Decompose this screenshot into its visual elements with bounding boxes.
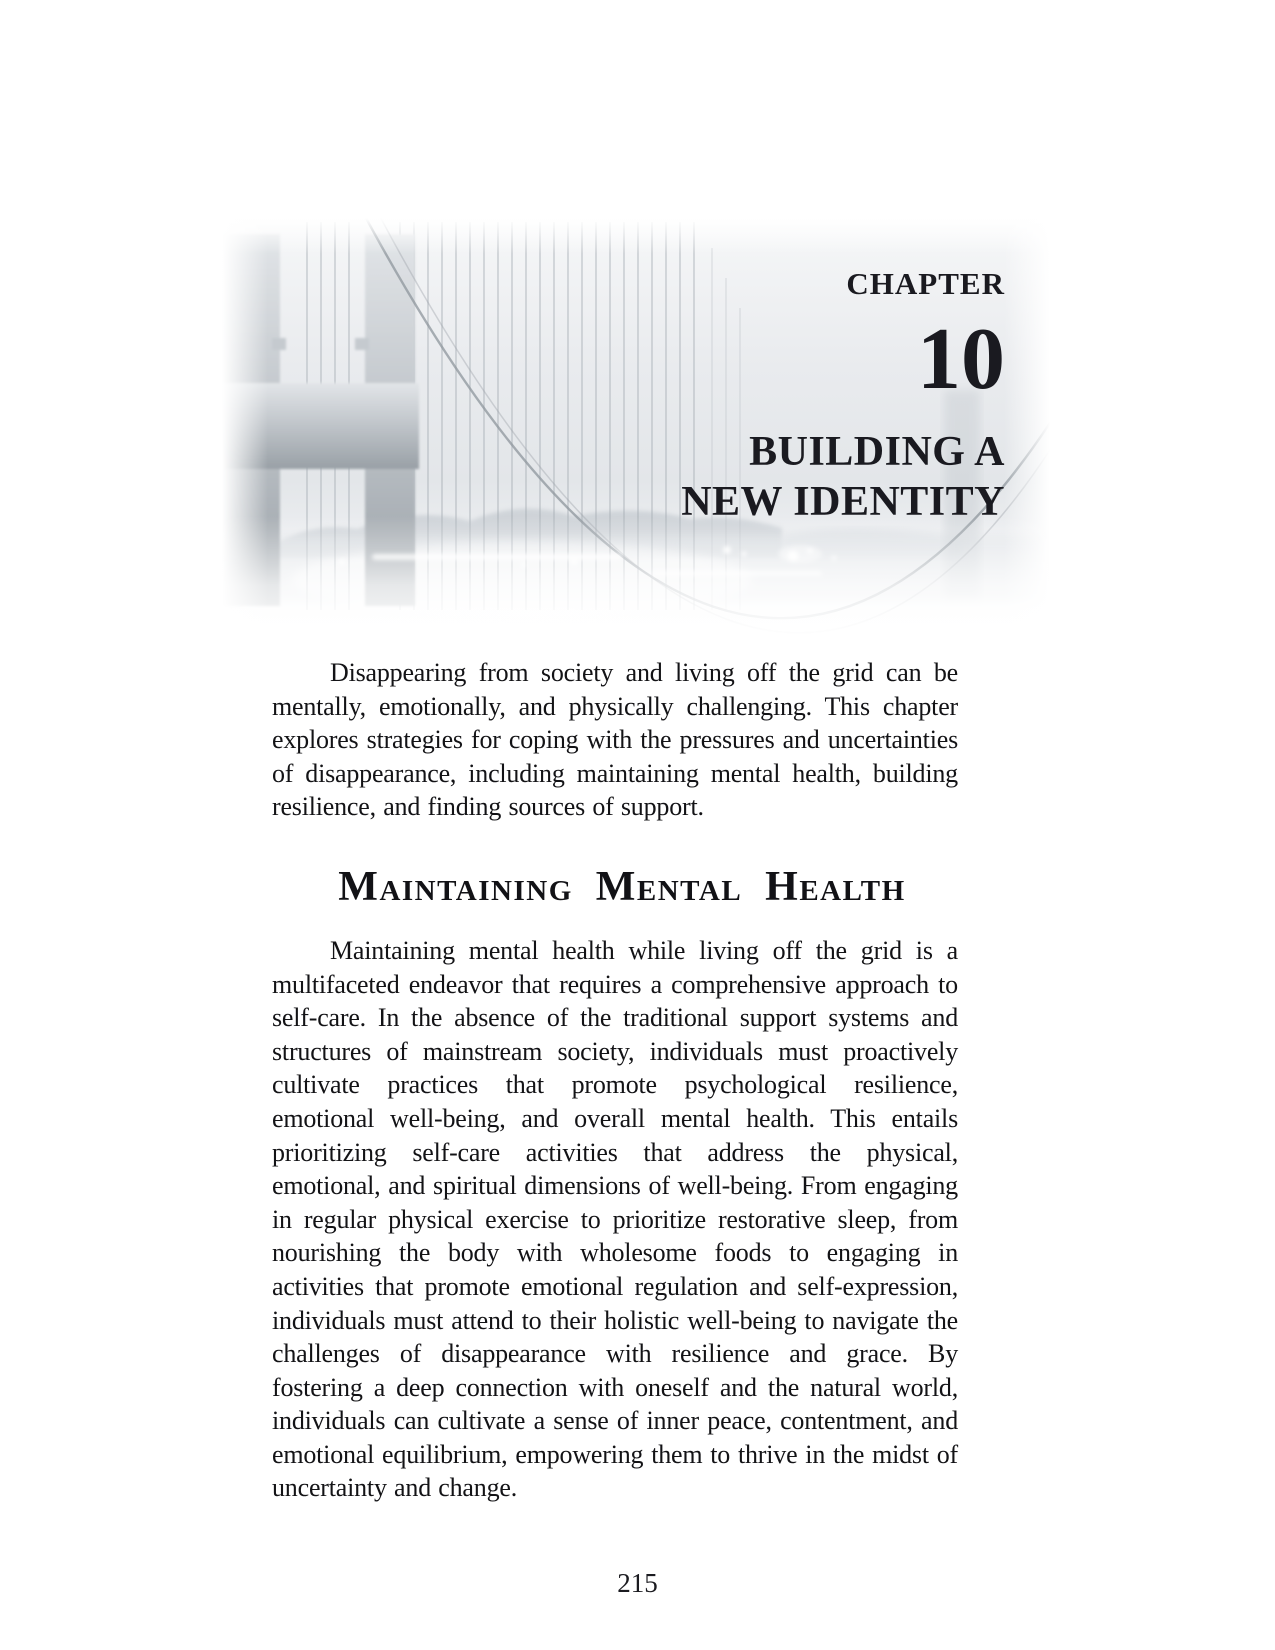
section-paragraph: Maintaining mental health while living off the grid is a multifaceted endeavor that requires a comprehensive approach to self-care. In the absence of the traditional support systems and structures of mainstream society, individuals must proactively cultivate practices that promote psychological resilience, emotional well-being, and overall mental health. This entails prioritizing self-care activities that address the physical, emotional, and spiritual dimensions of well-being. From engaging in regular physical exercise to prioritize restorative sleep, from nourishing the body with wholesome foods to engaging in activities that promote emotional regulation and self-expression, individuals must attend to their holistic well-being to navigate the challenges of disappearance with resilience and grace. By fostering a deep connection with oneself and the natural world, individuals can cultivate a sense of inner peace, contentment, and emotional equilibrium, empowering them to thrive in the midst of uncertainty and change. xyxy=(272,935,958,1503)
body-text-column xyxy=(272,656,958,1505)
chapter-title-line-2: NEW IDENTITY xyxy=(681,479,1005,525)
chapter-label: CHAPTER xyxy=(846,266,1005,301)
page-number: 215 xyxy=(617,1568,658,1598)
intro-paragraph: Disappearing from society and living off the grid can be mentally, emotionally, and physically challenging. This chapter explores strategies for coping with the pressures and uncertainties of disappearance, including maintaining mental health, building resilience, and finding sources of support. xyxy=(272,658,958,822)
chapter-title-line-1: BUILDING A xyxy=(749,429,1005,475)
chapter-header xyxy=(222,218,1050,642)
section-heading: Maintaining Mental Health xyxy=(338,863,906,910)
chapter-number: 10 xyxy=(917,311,1005,408)
chapter-title xyxy=(681,427,1005,527)
chapter-heading-block xyxy=(681,268,1005,527)
